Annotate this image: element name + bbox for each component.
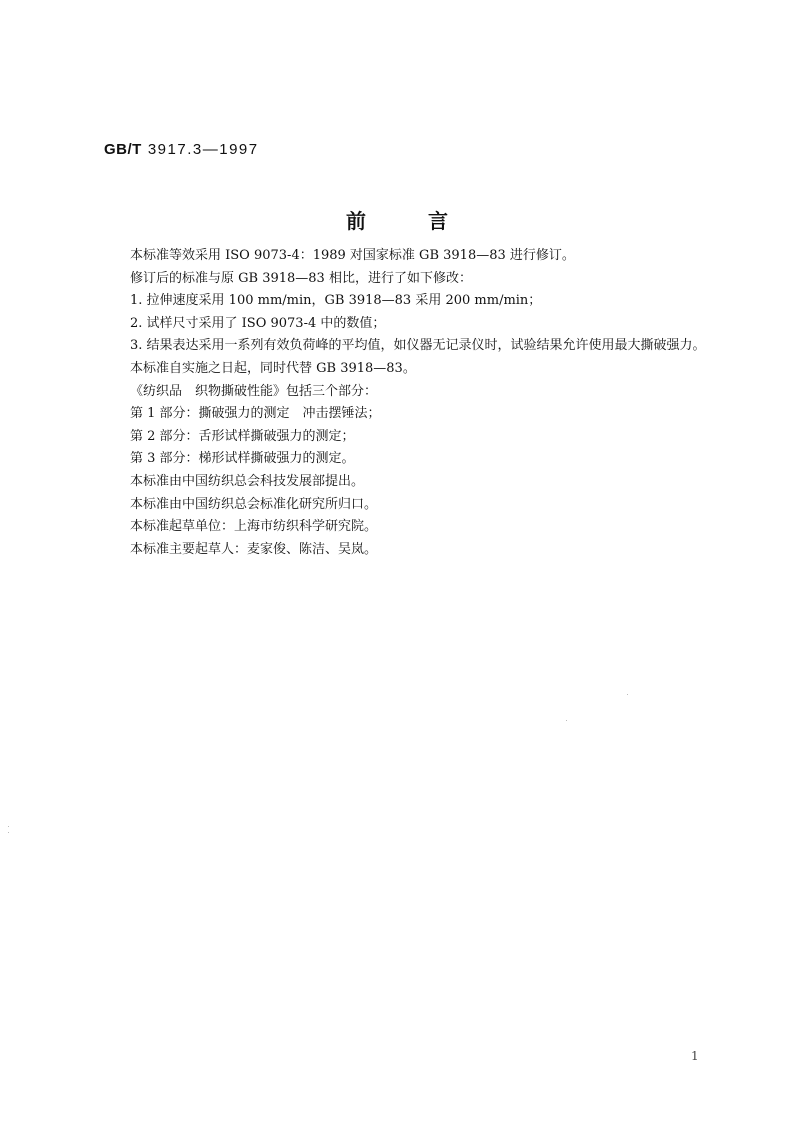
standard-code bbox=[104, 141, 259, 158]
paragraph-replacement: 本标准自实施之日起，同时代替 GB 3918—83。 bbox=[130, 360, 416, 376]
page-title: 前言 bbox=[346, 209, 510, 233]
paragraph-administrator: 本标准由中国纺织总会标准化研究所归口。 bbox=[130, 496, 378, 512]
scan-speck bbox=[627, 694, 628, 695]
paragraph-parts-intro: 《纺织品 织物撕破性能》包括三个部分： bbox=[130, 383, 378, 399]
paragraph-drafting-unit: 本标准起草单位：上海市纺织科学研究院。 bbox=[130, 519, 378, 535]
list-item-change-3: 3. 结果表达采用一系列有效负荷峰的平均值，如仪器无记录仪时，试验结果允许使用最大撕破强力。 bbox=[130, 338, 706, 354]
list-item-part-3: 第 3 部分：梯形试样撕破强力的测定。 bbox=[130, 451, 355, 467]
paragraph-changes-intro: 修订后的标准与原 GB 3918—83 相比，进行了如下修改： bbox=[130, 270, 472, 286]
paragraph-drafters: 本标准主要起草人：麦家俊、陈洁、吴岚。 bbox=[130, 541, 378, 557]
paragraph-proposer: 本标准由中国纺织总会科技发展部提出。 bbox=[130, 473, 365, 489]
list-item-part-1: 第 1 部分：撕破强力的测定 冲击摆锤法； bbox=[130, 406, 381, 422]
scan-speck bbox=[8, 832, 9, 833]
list-item-change-2: 2. 试样尺寸采用了 ISO 9073-4 中的数值； bbox=[130, 315, 386, 331]
standard-prefix: GB/T bbox=[104, 141, 142, 158]
scan-speck bbox=[566, 720, 567, 721]
list-item-change-1: 1. 拉伸速度采用 100 mm/min，GB 3918—83 采用 200 mm/min； bbox=[130, 293, 542, 309]
list-item-part-2: 第 2 部分：舌形试样撕破强力的测定； bbox=[130, 428, 355, 444]
scan-speck bbox=[8, 826, 9, 827]
paragraph-adoption: 本标准等效采用 ISO 9073-4：1989 对国家标准 GB 3918—83 进行修订。 bbox=[130, 248, 575, 263]
page-number: 1 bbox=[691, 1049, 699, 1063]
standard-number: 3917.3—1997 bbox=[147, 141, 259, 158]
foreword-body bbox=[104, 245, 716, 561]
